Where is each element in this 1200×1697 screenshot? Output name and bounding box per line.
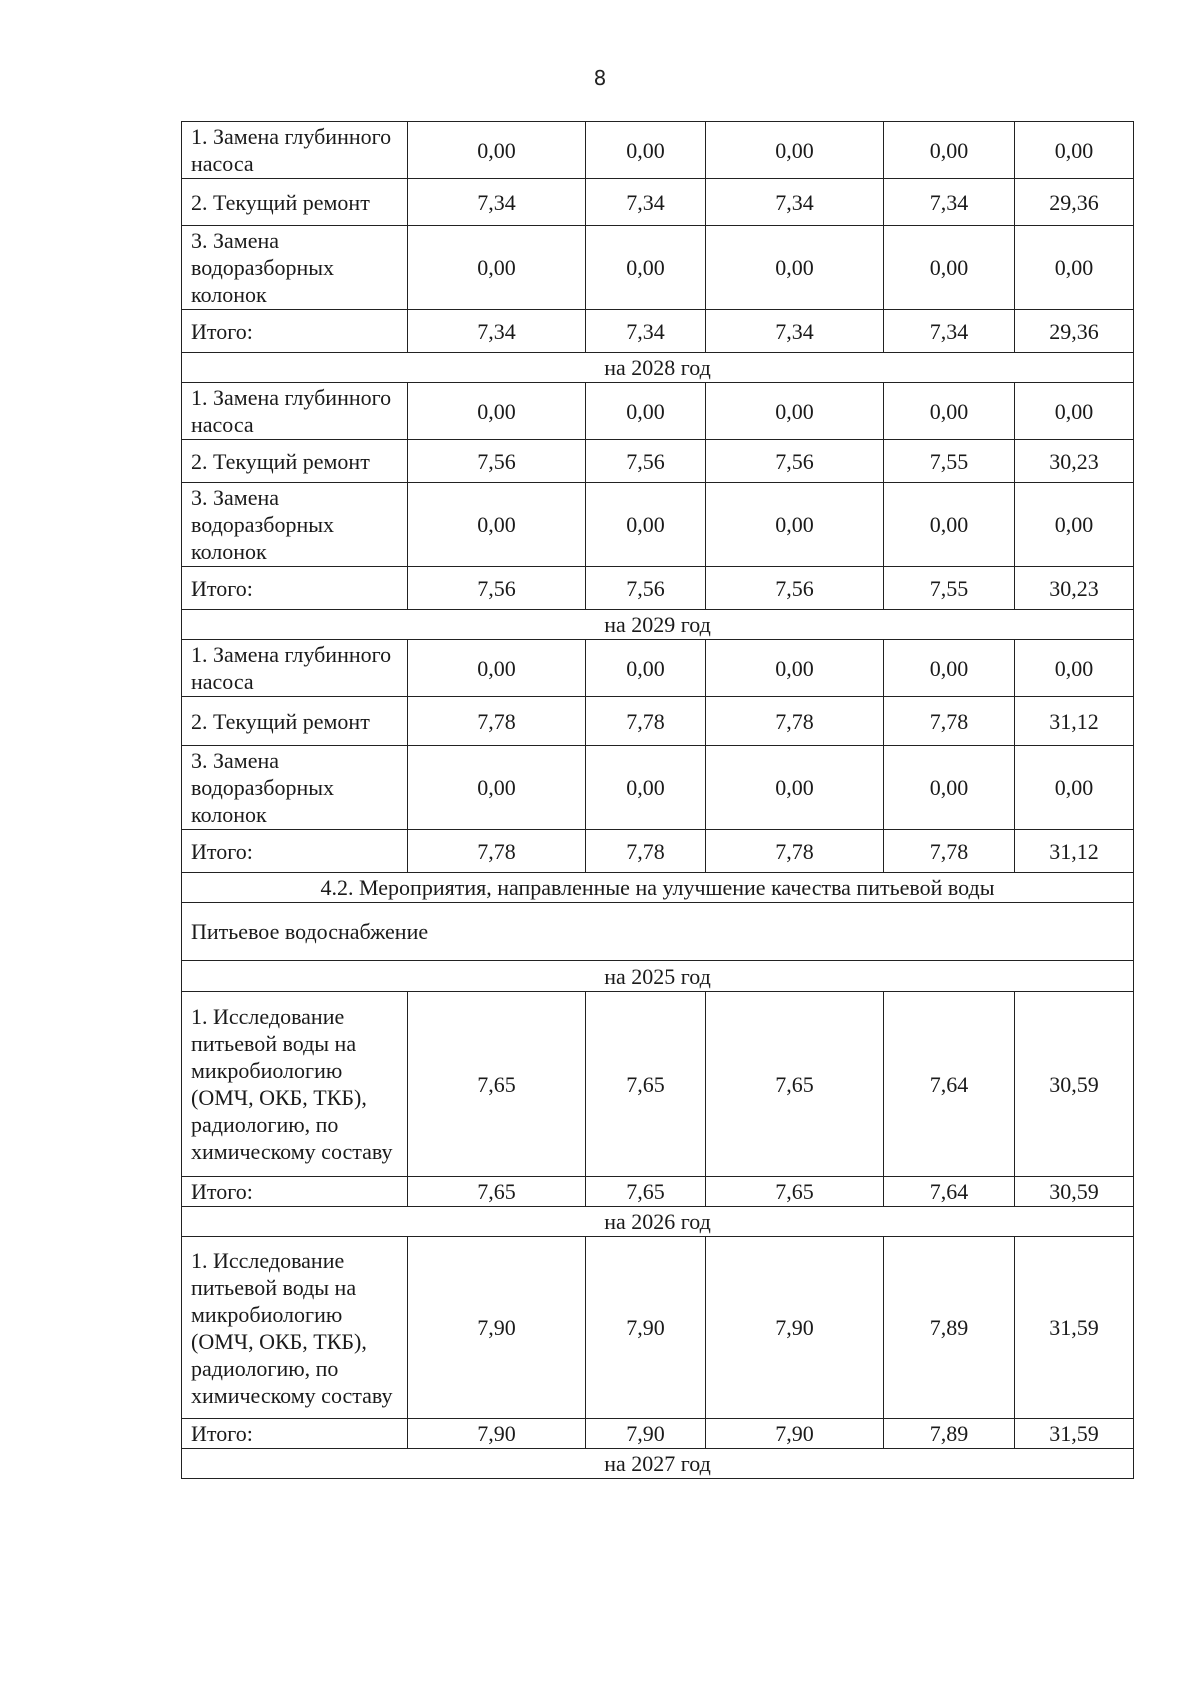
row-value: 7,55 <box>884 440 1015 483</box>
row-value: 0,00 <box>706 483 884 567</box>
table-row <box>182 440 1134 483</box>
row-label: 1. Замена глубинного насоса <box>182 122 408 179</box>
row-value: 7,56 <box>408 440 586 483</box>
row-value: 0,00 <box>408 640 586 697</box>
row-label: 2. Текущий ремонт <box>182 179 408 226</box>
row-value: 0,00 <box>408 226 586 310</box>
row-value: 7,65 <box>408 1177 586 1207</box>
row-value: 7,34 <box>706 310 884 353</box>
year-header-row <box>182 1449 1134 1479</box>
row-label: Итого: <box>182 1419 408 1449</box>
row-value: 7,65 <box>706 1177 884 1207</box>
row-label: 3. Замена водоразборных колонок <box>182 226 408 310</box>
row-value: 0,00 <box>586 383 706 440</box>
row-value: 0,00 <box>884 640 1015 697</box>
section-header-row <box>182 873 1134 903</box>
row-value: 7,56 <box>586 567 706 610</box>
row-label: 1. Исследование питьевой воды на микробиологию (ОМЧ, ОКБ, ТКБ), радиологию, по химическому составу <box>182 1237 408 1419</box>
table-row <box>182 1177 1134 1207</box>
row-value: 0,00 <box>884 483 1015 567</box>
subsection-title: Питьевое водоснабжение <box>182 903 1134 961</box>
row-value: 7,78 <box>706 697 884 746</box>
row-value: 7,34 <box>884 179 1015 226</box>
row-value: 7,78 <box>884 830 1015 873</box>
table-row <box>182 992 1134 1177</box>
row-value: 7,34 <box>586 310 706 353</box>
row-label: 2. Текущий ремонт <box>182 697 408 746</box>
row-value: 7,78 <box>706 830 884 873</box>
row-value: 7,34 <box>884 310 1015 353</box>
row-value: 7,89 <box>884 1237 1015 1419</box>
row-value: 7,65 <box>586 992 706 1177</box>
row-label: Итого: <box>182 310 408 353</box>
row-total-value: 29,36 <box>1015 179 1134 226</box>
row-value: 7,78 <box>408 830 586 873</box>
row-total-value: 0,00 <box>1015 226 1134 310</box>
row-total-value: 31,12 <box>1015 830 1134 873</box>
row-value: 0,00 <box>408 122 586 179</box>
row-value: 0,00 <box>586 483 706 567</box>
row-value: 0,00 <box>706 746 884 830</box>
row-value: 7,34 <box>408 310 586 353</box>
row-value: 7,65 <box>706 992 884 1177</box>
row-label: 3. Замена водоразборных колонок <box>182 746 408 830</box>
row-total-value: 31,59 <box>1015 1419 1134 1449</box>
table-row <box>182 697 1134 746</box>
year-header-row <box>182 353 1134 383</box>
table-row <box>182 1419 1134 1449</box>
row-value: 7,78 <box>586 830 706 873</box>
row-value: 7,64 <box>884 1177 1015 1207</box>
row-value: 7,90 <box>586 1237 706 1419</box>
year-header-row <box>182 1207 1134 1237</box>
row-total-value: 30,23 <box>1015 440 1134 483</box>
table-row <box>182 1237 1134 1419</box>
row-label: 1. Исследование питьевой воды на микробиологию (ОМЧ, ОКБ, ТКБ), радиологию, по химическому составу <box>182 992 408 1177</box>
table-row <box>182 483 1134 567</box>
table-row <box>182 226 1134 310</box>
row-label: 1. Замена глубинного насоса <box>182 640 408 697</box>
row-value: 7,78 <box>884 697 1015 746</box>
section-title: 4.2. Мероприятия, направленные на улучшение качества питьевой воды <box>182 873 1134 903</box>
row-value: 0,00 <box>884 383 1015 440</box>
row-value: 7,89 <box>884 1419 1015 1449</box>
row-total-value: 0,00 <box>1015 640 1134 697</box>
row-value: 0,00 <box>884 746 1015 830</box>
row-value: 7,65 <box>586 1177 706 1207</box>
row-value: 0,00 <box>586 640 706 697</box>
costs-table <box>181 121 1134 1479</box>
table-row <box>182 310 1134 353</box>
row-label: 2. Текущий ремонт <box>182 440 408 483</box>
row-total-value: 30,23 <box>1015 567 1134 610</box>
row-value: 7,56 <box>408 567 586 610</box>
table-row <box>182 383 1134 440</box>
year-header: на 2028 год <box>182 353 1134 383</box>
row-value: 7,56 <box>706 567 884 610</box>
table-row <box>182 179 1134 226</box>
costs-table-body <box>182 122 1134 1479</box>
row-value: 7,78 <box>408 697 586 746</box>
row-value: 0,00 <box>408 746 586 830</box>
row-value: 7,90 <box>408 1237 586 1419</box>
table-row <box>182 122 1134 179</box>
table-row <box>182 830 1134 873</box>
row-value: 7,90 <box>586 1419 706 1449</box>
year-header-row <box>182 610 1134 640</box>
row-value: 7,90 <box>706 1419 884 1449</box>
row-value: 0,00 <box>586 122 706 179</box>
row-value: 7,64 <box>884 992 1015 1177</box>
row-total-value: 0,00 <box>1015 483 1134 567</box>
row-total-value: 29,36 <box>1015 310 1134 353</box>
row-label: Итого: <box>182 830 408 873</box>
row-value: 7,90 <box>408 1419 586 1449</box>
year-header: на 2025 год <box>182 961 1134 992</box>
row-value: 0,00 <box>408 383 586 440</box>
row-value: 7,34 <box>586 179 706 226</box>
row-total-value: 31,59 <box>1015 1237 1134 1419</box>
row-value: 0,00 <box>706 226 884 310</box>
row-value: 0,00 <box>408 483 586 567</box>
row-total-value: 0,00 <box>1015 383 1134 440</box>
row-value: 0,00 <box>586 746 706 830</box>
row-value: 7,56 <box>706 440 884 483</box>
row-value: 0,00 <box>706 383 884 440</box>
row-value: 0,00 <box>586 226 706 310</box>
row-label: Итого: <box>182 567 408 610</box>
year-header: на 2027 год <box>182 1449 1134 1479</box>
year-header: на 2026 год <box>182 1207 1134 1237</box>
subsection-row <box>182 903 1134 961</box>
row-value: 7,90 <box>706 1237 884 1419</box>
table-row <box>182 640 1134 697</box>
table-row <box>182 746 1134 830</box>
row-value: 0,00 <box>884 122 1015 179</box>
year-header: на 2029 год <box>182 610 1134 640</box>
row-value: 7,65 <box>408 992 586 1177</box>
row-total-value: 30,59 <box>1015 1177 1134 1207</box>
row-value: 0,00 <box>706 640 884 697</box>
year-header-row <box>182 961 1134 992</box>
row-value: 0,00 <box>706 122 884 179</box>
row-value: 7,78 <box>586 697 706 746</box>
row-label: Итого: <box>182 1177 408 1207</box>
row-label: 1. Замена глубинного насоса <box>182 383 408 440</box>
row-value: 7,56 <box>586 440 706 483</box>
row-label: 3. Замена водоразборных колонок <box>182 483 408 567</box>
row-value: 7,55 <box>884 567 1015 610</box>
table-row <box>182 567 1134 610</box>
row-total-value: 0,00 <box>1015 122 1134 179</box>
row-total-value: 31,12 <box>1015 697 1134 746</box>
page-number: 8 <box>593 66 607 90</box>
row-value: 7,34 <box>706 179 884 226</box>
row-value: 0,00 <box>884 226 1015 310</box>
row-total-value: 30,59 <box>1015 992 1134 1177</box>
row-total-value: 0,00 <box>1015 746 1134 830</box>
row-value: 7,34 <box>408 179 586 226</box>
